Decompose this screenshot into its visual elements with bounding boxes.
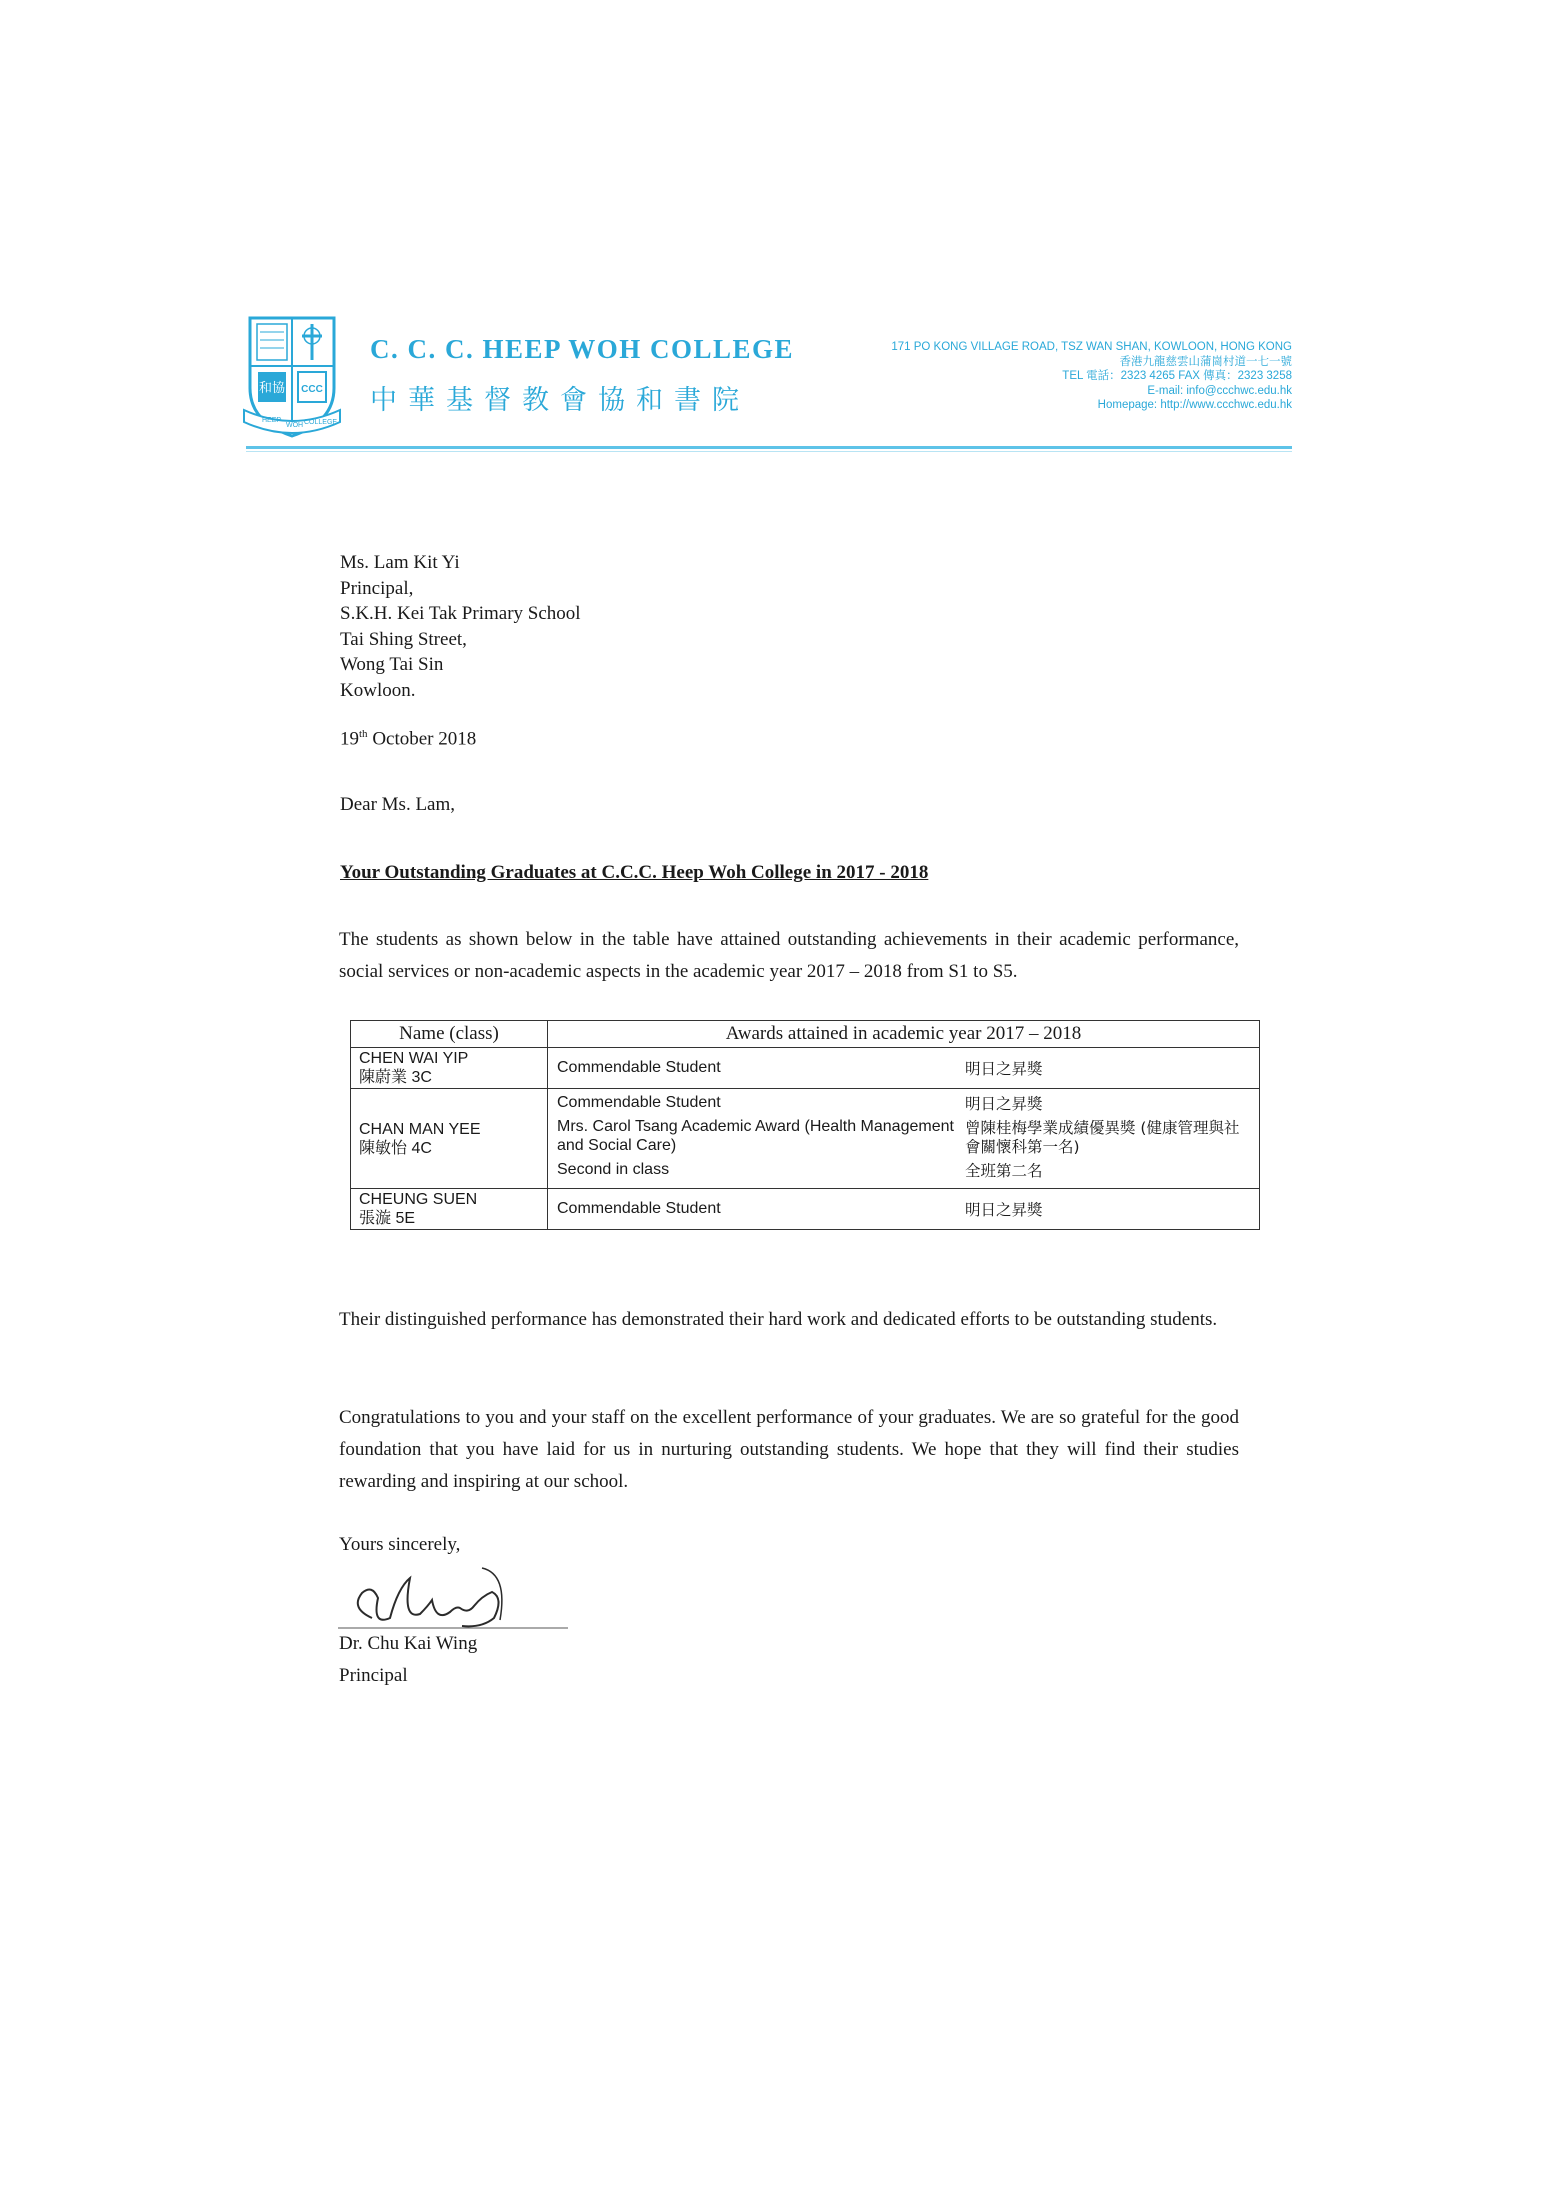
award-item: [557, 1117, 1250, 1157]
letter-date: [340, 728, 476, 750]
student-name-cell: [351, 1089, 548, 1189]
student-name-en: CHEUNG SUEN: [359, 1191, 478, 1208]
award-en: Second in class: [557, 1161, 670, 1178]
address-zh: 香港九龍慈雲山蒲崗村道一七一號: [1119, 355, 1292, 368]
letterhead-rule: [246, 446, 1292, 449]
table-row: [351, 1048, 1260, 1089]
recipient-line: Ms. Lam Kit Yi: [340, 552, 460, 573]
tel-fax: TEL 電話：2323 4265 FAX 傳真：2323 3258: [1062, 370, 1292, 382]
awards-table: [350, 1020, 1260, 1230]
recipient-line: Kowloon.: [340, 679, 416, 701]
award-en: Commendable Student: [557, 1058, 721, 1076]
signer-title: Principal: [339, 1665, 408, 1686]
award-item: [557, 1160, 1250, 1181]
student-name-en: CHEN WAI YIP: [359, 1050, 469, 1067]
award-zh: 明日之昇獎: [965, 1059, 1043, 1078]
award-en: Commendable Student: [557, 1094, 721, 1111]
email: E-mail: info@ccchwc.edu.hk: [1147, 384, 1292, 397]
awards-cell: [548, 1189, 1260, 1230]
student-name-zh: 張漩 5E: [359, 1210, 416, 1227]
awards-cell: [548, 1048, 1260, 1089]
crest-ribbon-mid: WOH: [286, 422, 304, 429]
student-name-cell: [351, 1189, 548, 1230]
award-item: [557, 1093, 1250, 1114]
crest-ribbon-left: HEEP: [262, 417, 282, 424]
table-header-row: [351, 1021, 1260, 1048]
date-day: 19: [340, 728, 359, 750]
performance-paragraph: Their distinguished performance has demonstrated their hard work and dedicated efforts to be outstanding students.: [339, 1309, 1218, 1330]
student-name-zh: 陳敏怡 4C: [359, 1139, 432, 1157]
address-en: 171 PO KONG VILLAGE ROAD, TSZ WAN SHAN, KOWLOON, HONG KONG: [891, 341, 1292, 353]
awards-cell: [548, 1089, 1260, 1189]
recipient-line: Wong Tai Sin: [340, 654, 444, 675]
intro-paragraph: The students as shown below in the table have attained outstanding achievements in their academic performance, social services or non-academic aspects in the academic year 2017 – 2018 from S1 to S5.: [339, 929, 1239, 982]
student-name-en: CHAN MAN YEE: [359, 1120, 481, 1138]
school-name-zh: 中華基督教會協和書院: [370, 385, 750, 416]
student-name-cell: [351, 1048, 548, 1089]
homepage: Homepage: http://www.ccchwc.edu.hk: [1097, 399, 1292, 411]
signer-block: [339, 1628, 477, 1692]
school-name-en: C. C. C. HEEP WOH COLLEGE: [370, 334, 795, 364]
header-name: Name (class): [351, 1021, 548, 1048]
date-suffix: th: [359, 728, 368, 740]
award-item: [557, 1058, 1250, 1079]
award-item: [557, 1199, 1250, 1220]
award-zh: 明日之昇獎: [965, 1200, 1043, 1219]
table-row: [351, 1189, 1260, 1230]
valediction: Yours sincerely,: [339, 1534, 461, 1555]
recipient-line: S.K.H. Kei Tak Primary School: [340, 603, 581, 624]
letterhead: [242, 304, 1292, 454]
contact-block: [812, 340, 1292, 413]
signer-name: Dr. Chu Kai Wing: [339, 1633, 478, 1654]
date-rest: October 2018: [367, 728, 477, 750]
salutation: Dear Ms. Lam,: [340, 794, 456, 815]
congratulations-paragraph: Congratulations to you and your staff on the excellent performance of your graduates. We are so grateful for the good foundation that you have laid for us in nurturing outstanding students. We hope that they will find their studies rewarding and inspiring at our school.: [339, 1407, 1239, 1492]
letterhead-rule-thin: [246, 451, 1292, 452]
award-zh: 明日之昇獎: [965, 1095, 1043, 1113]
school-crest-logo: [242, 310, 342, 440]
table-row: [351, 1089, 1260, 1189]
header-awards: Awards attained in academic year 2017 – 2018: [548, 1021, 1260, 1048]
award-zh: 全班第二名: [965, 1162, 1043, 1180]
letter-subject: Your Outstanding Graduates at C.C.C. Heep Woh College in 2017 - 2018: [340, 862, 929, 883]
student-name-zh: 陳蔚業 3C: [359, 1069, 432, 1086]
crest-right-text: CCC: [301, 384, 323, 395]
recipient-address: [340, 550, 581, 703]
award-en: Commendable Student: [557, 1199, 721, 1217]
award-zh: 曾陳桂梅學業成績優異獎 (健康管理與社會關懷科第一名): [965, 1119, 1240, 1156]
recipient-line: Principal,: [340, 577, 414, 599]
recipient-line: Tai Shing Street,: [340, 628, 467, 650]
handwritten-signature: [332, 1548, 572, 1638]
crest-ribbon-right: COLLEGE: [304, 419, 338, 426]
crest-left-text: 和協: [258, 381, 286, 396]
award-en: Mrs. Carol Tsang Academic Award (Health Management and Social Care): [557, 1118, 954, 1154]
